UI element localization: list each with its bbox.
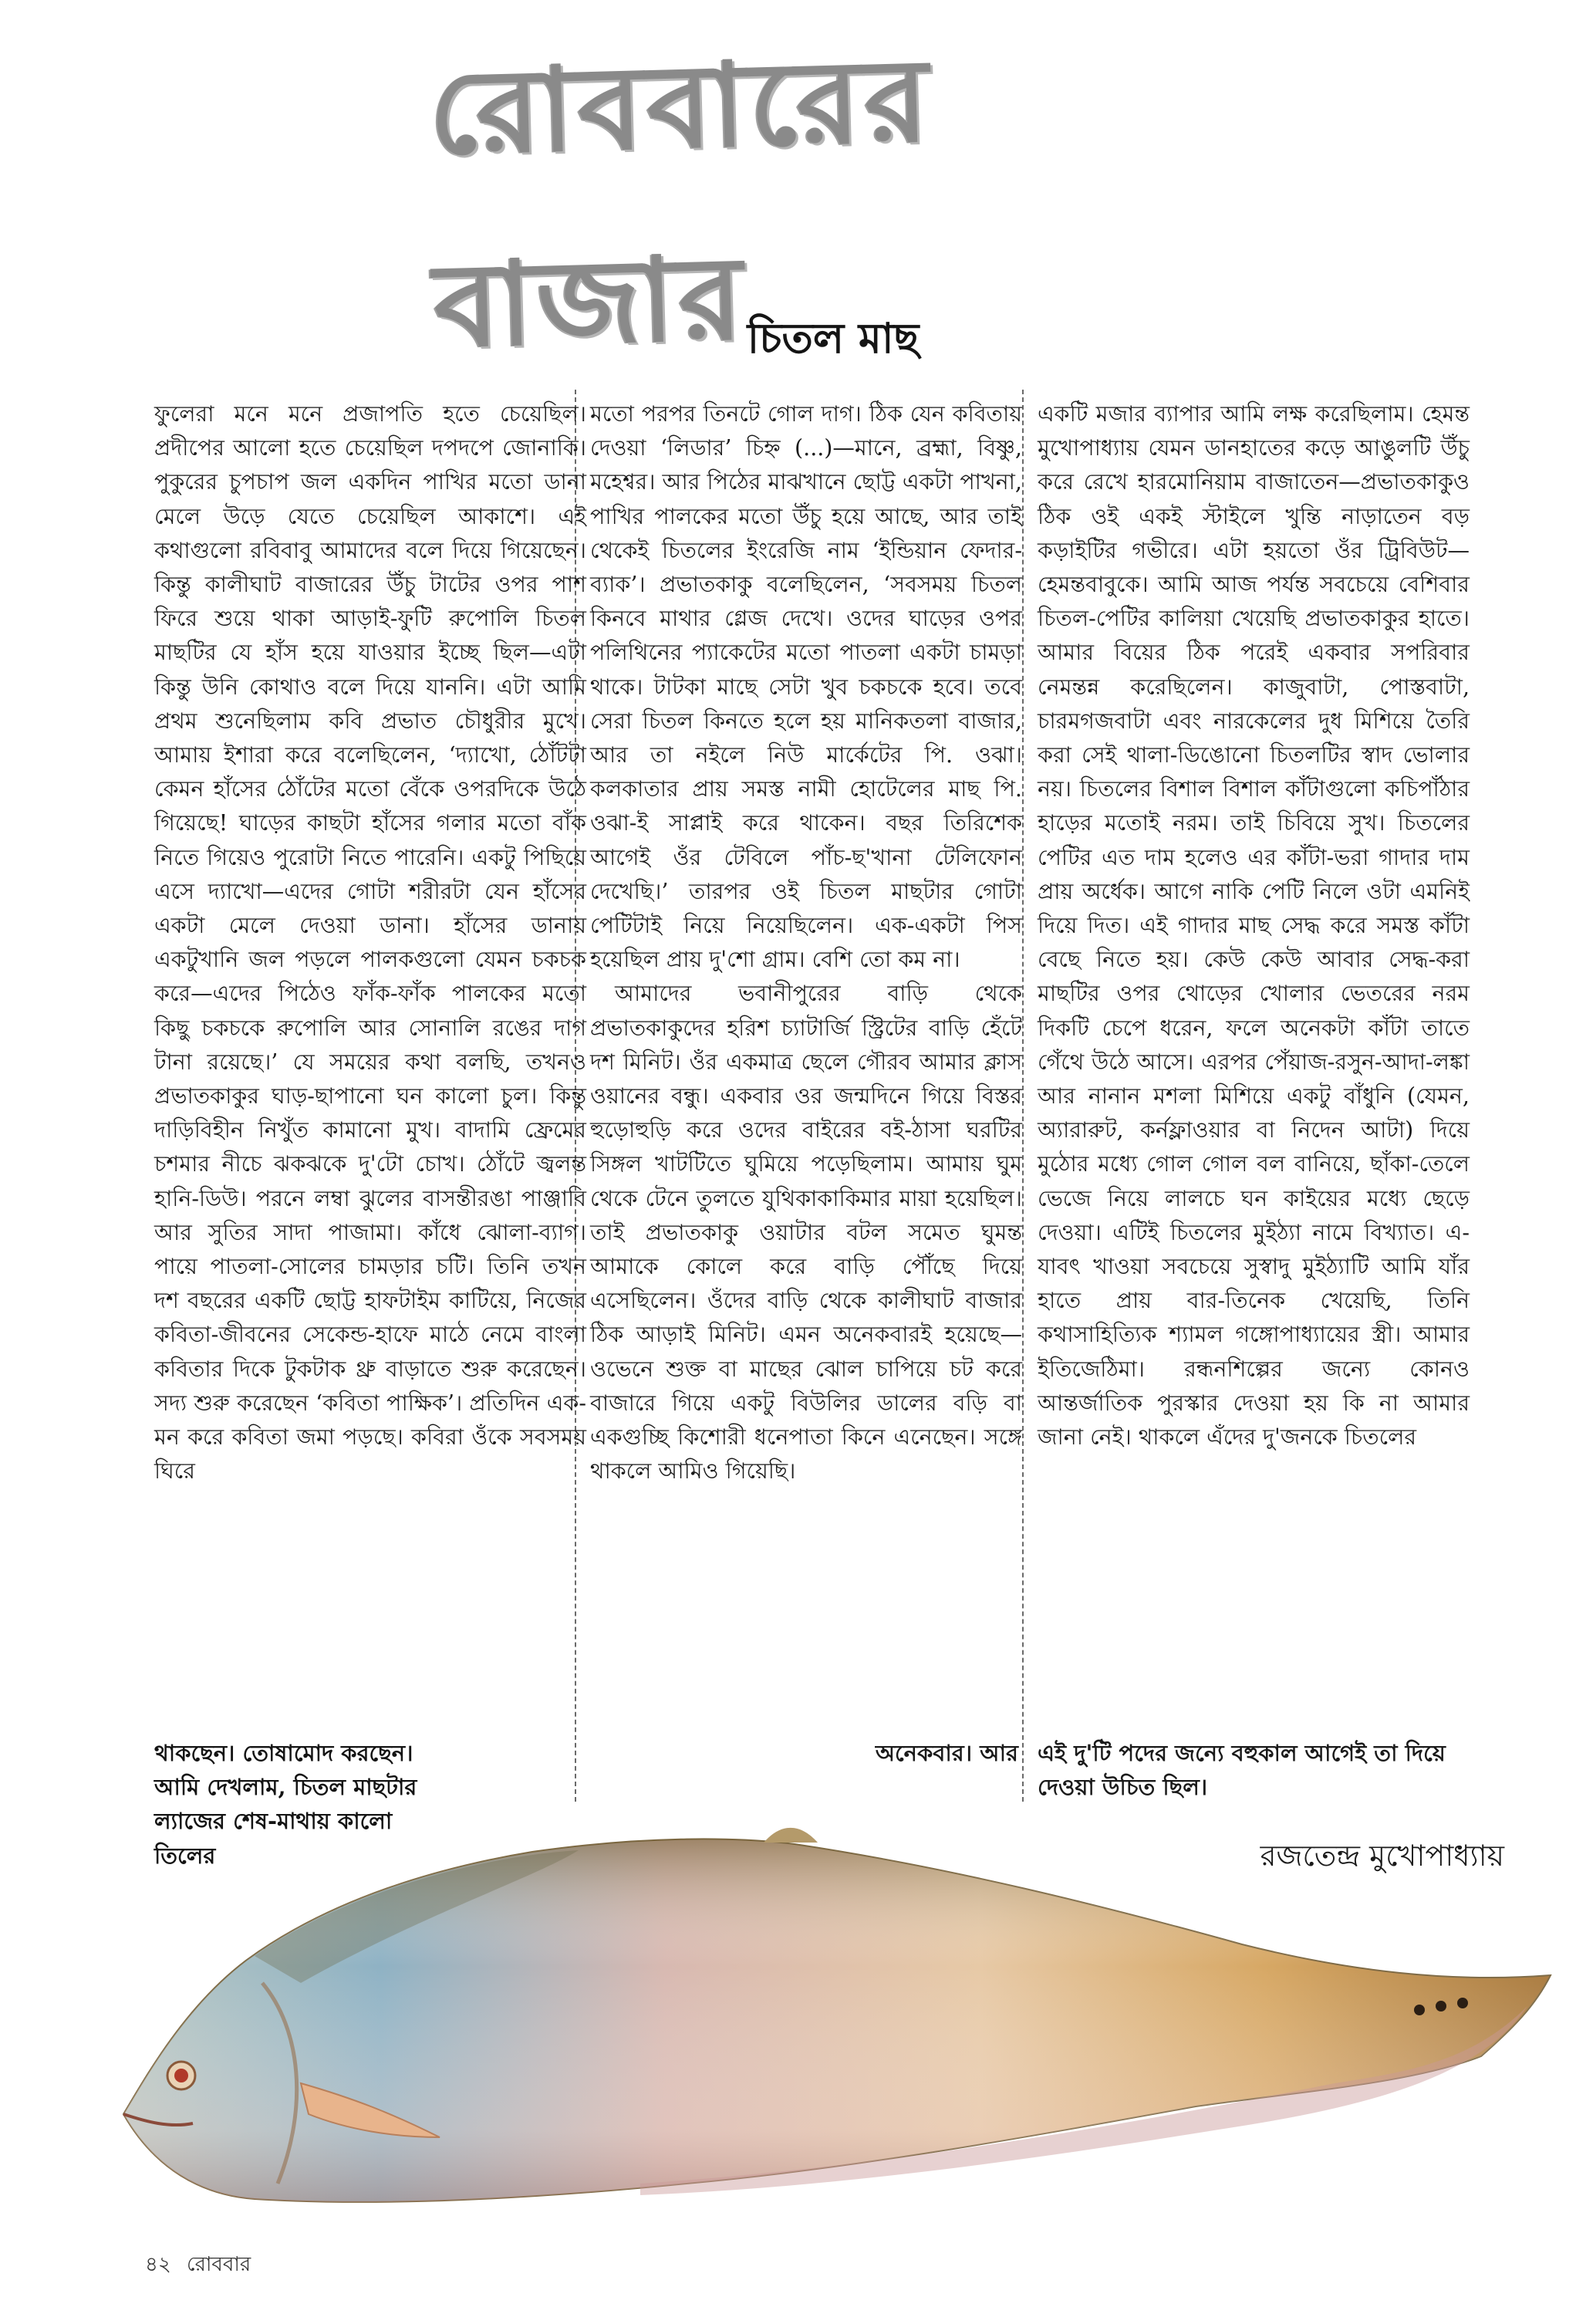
article-column-2: [590, 397, 1022, 1489]
tail-spot: [1436, 2001, 1446, 2012]
column-2-bold-ending: অনেকবার। আর: [875, 1740, 1018, 1766]
article-column-1: [154, 397, 586, 1489]
column-3-bold-ending: এই দু'টি পদের জন্যে বহুকাল আগেই তা দিয়ে দেওয়া উচিত ছিল।: [1038, 1740, 1446, 1801]
paragraph: মতো পরপর তিনটে গোল দাগ। ঠিক যেন কবিতায় দেওয়া ‘লিডার’ চিহ্ন (...)—মানে, ব্রহ্মা, বিষ্ণু, মহেশ্বর। আর পিঠের মাঝখানে ছোট্ট একটা পাখনা, পাখির পালকের মতো উঁচু হয়ে আছে, আর তাই থেকেই চিতলের ইংরেজি নাম ‘ইন্ডিয়ান ফেদার-ব্যাক’। প্রভাতকাকু বলেছিলেন, ‘সবসময় চিতল কিনবে মাথার গ্লেজ দেখে। ওদের ঘাড়ের ওপর পলিথিনের প্যাকেটের মতো পাতলা একটা চামড়া থাকে। টাটকা মাছে সেটা খুব চকচকে হবে। তবে সেরা চিতল কিনতে হলে হয় মানিকতলা বাজার, আর তা নইলে নিউ মার্কেটের পি. ওঝা। কলকাতার প্রায় সমস্ত নামী হোটেলের মাছ পি. ওঝা-ই সাপ্লাই করে থাকেন। বছর তিরিশেক আগেই ওঁর টেবিলে পাঁচ-ছ'খানা টেলিফোন দেখেছি।’ তারপর ওই চিতল মাছটার গোটা পেটিটাই নিয়ে নিয়েছিলেন। এক-একটা পিস হয়েছিল প্রায় দু'শো গ্রাম। বেশি তো কম না।: [590, 401, 1022, 973]
magazine-name: রোববার: [187, 2253, 251, 2276]
paragraph: একটি মজার ব্যাপার আমি লক্ষ করেছিলাম। হেমন্ত মুখোপাধ্যায় যেমন ডানহাতের কড়ে আঙুলটি উঁচু করে রেখে হারমোনিয়াম বাজাতেন—প্রভাতকাকুও ঠিক ওই একই স্টাইলে খুন্তি নাড়াতেন বড় কড়াইটির গভীরে। এটা হয়তো ওঁর ট্রিবিউট—হেমন্তবাবুকে। আমি আজ পর্যন্ত সবচেয়ে বেশিবার চিতল-পেটির কালিয়া খেয়েছি প্রভাতকাকুর হাতে। আমার বিয়ের ঠিক পরেই একবার সপরিবার নেমন্তন্ন করেছিলেন। কাজুবাটা, পোস্তবাটা, চারমগজবাটা এবং নারকেলের দুধ মিশিয়ে তৈরি করা সেই থালা-ডিঙোনো চিতলটির স্বাদ ভোলার নয়। চিতলের বিশাল বিশাল কাঁটাগুলো কচিপাঁঠার হাড়ের মতোই নরম। তাই চিবিয়ে সুখ। চিতলের পেটির এত দাম হলেও এর কাঁটা-ভরা গাদার দাম প্রায় অর্ধেক। আগে নাকি পেটি নিলে ওটা এমনিই দিয়ে দিত। এই গাদার মাছ সেদ্ধ করে সমস্ত কাঁটা বেছে নিতে হয়। কেউ কেউ আবার সেদ্ধ-করা মাছটির ওপর থোড়ের খোলার ভেতরের নরম দিকটি চেপে ধরেন, ফলে অনেকটা কাঁটা তাতে গেঁথে উঠে আসে। এরপর পেঁয়াজ-রসুন-আদা-লঙ্কা আর নানান মশলা মিশিয়ে একটু বাঁধুনি (যেমন, অ্যারারুট, কর্নফ্লাওয়ার বা নিদেন আটা) দিয়ে মুঠোর মধ্যে গোল গোল বল বানিয়ে, ছাঁকা-তেলে ভেজে নিয়ে লালচে ঘন কাইয়ের মধ্যে ছেড়ে দেওয়া। এটিই চিতলের মুইঠ্যা নামে বিখ্যাত। এ-যাবৎ খাওয়া সবচেয়ে সুস্বাদু মুইঠ্যাটি আমি যাঁর হাতে প্রায় বার-তিনেক খেয়েছি, তিনি কথাসাহিত্যিক শ্যামল গঙ্গোপাধ্যায়ের স্ত্রী। আমার ইতিজেঠিমা। রন্ধনশিল্পের জন্যে কোনও আন্তর্জাতিক পুরস্কার দেওয়া হয় কি না আমার জানা নেই। থাকলে এঁদের দু'জনকে চিতলের: [1038, 401, 1470, 1451]
tail-spot: [1414, 2005, 1425, 2015]
tail-spot: [1457, 1998, 1468, 2008]
paragraph: আমাদের ভবানীপুরের বাড়ি থেকে প্রভাতকাকুদের হরিশ চ্যাটার্জি স্ট্রিটের বাড়ি হেঁটে দশ মিনিট। ওঁর একমাত্র ছেলে গৌরব আমার ক্লাস ওয়ানের বন্ধু। একবার ওর জন্মদিনে গিয়ে বিস্তর হুড়োহুড়ি করে ওদের বাইরের বই-ঠাসা ঘরটির সিঙ্গল খাটটিতে ঘুমিয়ে পড়েছিলাম। আমায় ঘুম থেকে টেনে তুলতে যুথিকাকাকিমার মায়া হয়েছিল। তাই প্রভাতকাকু ওয়াটার বটল সমেত ঘুমন্ত আমাকে কোলে করে বাড়ি পৌঁছে দিয়ে এসেছিলেন। ওঁদের বাড়ি থেকে কালীঘাট বাজার ঠিক আড়াই মিনিট। এমন অনেকবারই হয়েছে—ওভেনে শুক্ত বা মাছের ঝোল চাপিয়ে চট করে বাজারে গিয়ে একটু বিউলির ডালের বড়ি বা একগুচ্ছি কিশোরী ধনেপাতা কিনে এনেছেন। সঙ্গে থাকলে আমিও গিয়েছি।: [590, 981, 1022, 1485]
page-footer: [145, 2249, 260, 2280]
page-number: ৪২: [145, 2253, 171, 2276]
article-title: চিতল মাছ: [747, 313, 920, 363]
column-1-bold-ending: থাকছেন। তোষামোদ করছেন। আমি দেখলাম, চিতল মাছটার ল্যাজের শেষ-মাথায় কালো তিলের: [154, 1740, 417, 1869]
dorsal-fin: [764, 1828, 818, 1843]
masthead-logo: রোববারের বাজার: [427, 33, 935, 374]
column-divider: [1022, 390, 1024, 1802]
author-byline: রজতেন্দ্র মুখোপাধ্যায়: [1260, 1839, 1504, 1873]
article-column-3: [1038, 397, 1470, 1454]
paragraph: ফুলেরা মনে মনে প্রজাপতি হতে চেয়েছিল। প্রদীপের আলো হতে চেয়েছিল দপদপে জোনাকি। পুকুরের চুপচাপ জল একদিন পাখির মতো ডানা মেলে উড়ে যেতে চেয়েছিল আকাশে। এই কথাগুলো রবিবাবু আমাদের বলে দিয়ে গিয়েছেন। কিন্তু কালীঘাট বাজারের উঁচু টাটের ওপর পাশ ফিরে শুয়ে থাকা আড়াই-ফুটি রুপোলি চিতল মাছটির যে হাঁস হয়ে যাওয়ার ইচ্ছে ছিল—এটা কিন্তু উনি কোথাও বলে দিয়ে যাননি। এটা আমি প্রথম শুনেছিলাম কবি প্রভাত চৌধুরীর মুখে। আমায় ইশারা করে বলেছিলেন, ‘দ্যাখো, ঠোঁটটা কেমন হাঁসের ঠোঁটের মতো বেঁকে ওপরদিকে উঠে গিয়েছে! ঘাড়ের কাছটা হাঁসের গলার মতো বাঁক নিতে গিয়েও পুরোটা নিতে পারেনি। একটু পিছিয়ে এসে দ্যাখো—এদের গোটা শরীরটা যেন হাঁসের একটা মেলে দেওয়া ডানা। হাঁসের ডানায় একটুখানি জল পড়লে পালকগুলো যেমন চকচক করে—এদের পিঠেও ফাঁক-ফাঁক পালকের মতো কিছু চকচকে রুপোলি আর সোনালি রঙের দাগ টানা রয়েছে।’ যে সময়ের কথা বলছি, তখনও প্রভাতকাকুর ঘাড়-ছাপানো ঘন কালো চুল। কিন্তু দাড়িবিহীন নিখুঁত কামানো মুখ। বাদামি ফ্রেমের চশমার নীচে ঝকঝকে দু'টো চোখ। ঠোঁটে জ্বলন্ত হানি-ডিউ। পরনে লম্বা ঝুলের বাসন্তীরঙা পাঞ্জাবি আর সুতির সাদা পাজামা। কাঁধে ঝোলা-ব্যাগ। পায়ে পাতলা-সোলের চামড়ার চটি। তিনি তখন দশ বছরের একটি ছোট্ট হাফটাইম কাটিয়ে, নিজের কবিতা-জীবনের সেকেন্ড-হাফে মাঠে নেমে বাংলা কবিতার দিকে টুকটাক থ্রু বাড়াতে শুরু করেছেন। সদ্য শুরু করেছেন ‘কবিতা পাক্ষিক’। প্রতিদিন এক-মন করে কবিতা জমা পড়ছে। কবিরা ওঁকে সবসময় ঘিরে: [154, 401, 586, 1485]
